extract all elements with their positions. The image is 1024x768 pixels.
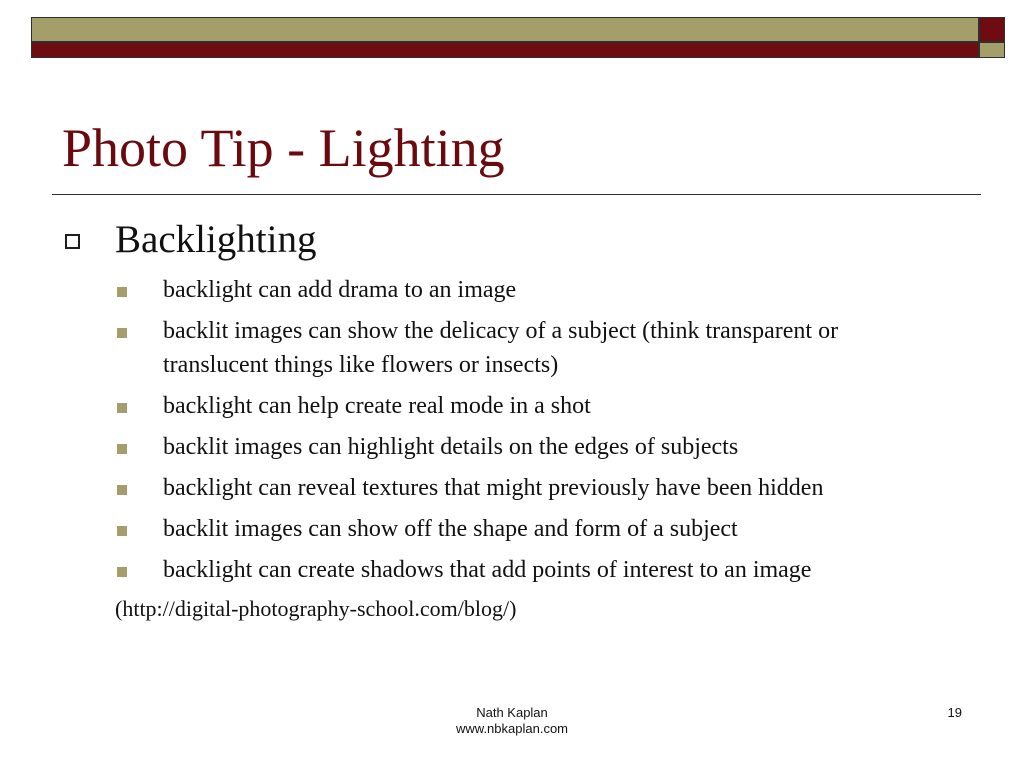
footer-credit	[412, 705, 612, 737]
page-number: 19	[947, 705, 962, 720]
slide-title: Photo Tip - Lighting	[62, 118, 505, 178]
list-item-text-continued: translucent things like flowers or insects)	[163, 352, 559, 378]
section-heading: Backlighting	[115, 218, 317, 261]
source-citation: (http://digital-photography-school.com/blog/)	[115, 596, 517, 621]
list-item-text: backlight can add drama to an image	[163, 277, 517, 303]
list-item-text: backlit images can show off the shape and form of a subject	[163, 516, 738, 542]
header-maroon-block	[979, 17, 1005, 42]
square-bullet-icon	[117, 485, 127, 495]
square-bullet-icon	[117, 328, 127, 338]
title-divider	[52, 194, 981, 195]
list-item-text: backlight can reveal textures that might previously have been hidden	[163, 475, 824, 501]
square-bullet-icon	[117, 403, 127, 413]
square-bullet-icon	[117, 526, 127, 536]
footer-website: www.nbkaplan.com	[456, 721, 568, 736]
list-item-text: backlit images can show the delicacy of a subject (think transparent or	[163, 318, 839, 344]
square-bullet-icon	[117, 444, 127, 454]
header-maroon-bar	[31, 42, 979, 58]
list-item-text: backlight can create shadows that add points of interest to an image	[163, 557, 812, 583]
list-item-text: backlight can help create real mode in a shot	[163, 393, 591, 419]
hollow-square-bullet-icon	[65, 234, 80, 249]
square-bullet-icon	[117, 567, 127, 577]
footer-author-name: Nath Kaplan	[476, 705, 548, 720]
list-item-text: backlit images can highlight details on the edges of subjects	[163, 434, 739, 460]
header-olive-bar	[31, 17, 979, 42]
square-bullet-icon	[117, 287, 127, 297]
header-olive-block	[979, 42, 1005, 58]
